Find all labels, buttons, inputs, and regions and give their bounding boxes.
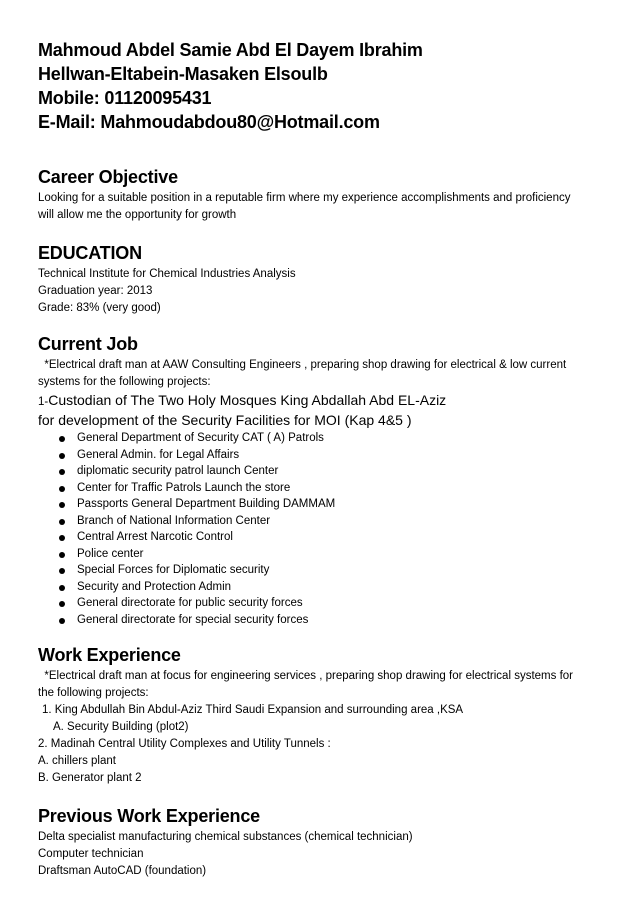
list-item xyxy=(38,496,598,513)
current-job-title: Current Job xyxy=(38,334,138,354)
address: Hellwan-Eltabein-Masaken Elsoulb xyxy=(38,64,328,84)
previous-work-line: Delta specialist manufacturing chemical substances (chemical technician) xyxy=(38,831,413,843)
list-item xyxy=(38,463,598,480)
work-line: the following projects: xyxy=(38,687,149,699)
bullet-icon xyxy=(59,585,65,591)
work-experience-section xyxy=(38,644,598,787)
current-job-description xyxy=(38,357,598,391)
contact-header xyxy=(38,38,598,134)
list-item-text: Passports General Department Building DAMMAM xyxy=(77,498,336,510)
bullet-icon xyxy=(59,502,65,508)
work-line: *Electrical draft man at focus for engineering services , preparing shop drawing for electrical systems for xyxy=(38,670,573,682)
career-line: Looking for a suitable position in a reputable firm where my experience accomplishments and proficiency xyxy=(38,192,571,204)
work-experience-details xyxy=(38,668,598,787)
current-job-project-list xyxy=(38,430,598,628)
previous-work-line: Computer technician xyxy=(38,848,144,860)
career-objective-section xyxy=(38,166,598,224)
work-project-2a: A. chillers plant xyxy=(38,755,116,767)
education-institute: Technical Institute for Chemical Industries Analysis xyxy=(38,268,296,280)
bullet-icon xyxy=(59,453,65,459)
email-address: E-Mail: Mahmoudabdou80@Hotmail.com xyxy=(38,112,380,132)
list-item xyxy=(38,546,598,563)
list-item xyxy=(38,579,598,596)
list-item xyxy=(38,529,598,546)
education-title: EDUCATION xyxy=(38,243,142,263)
career-objective-text xyxy=(38,190,598,224)
full-name: Mahmoud Abdel Samie Abd El Dayem Ibrahim xyxy=(38,40,423,60)
list-item-text: General Department of Security CAT ( A) Patrols xyxy=(77,432,324,444)
education-details xyxy=(38,266,598,317)
list-item xyxy=(38,480,598,497)
list-item xyxy=(38,562,598,579)
work-project-2: 2. Madinah Central Utility Complexes and Utility Tunnels : xyxy=(38,738,331,750)
work-project-1a: A. Security Building (plot2) xyxy=(53,721,189,733)
current-job-section xyxy=(38,333,598,628)
list-item-text: Central Arrest Narcotic Control xyxy=(77,531,233,543)
bullet-icon xyxy=(59,469,65,475)
previous-work-details xyxy=(38,829,598,880)
list-item-text: Special Forces for Diplomatic security xyxy=(77,564,270,576)
list-item xyxy=(38,612,598,629)
list-item-text: Center for Traffic Patrols Launch the store xyxy=(77,481,291,494)
work-project-2b: B. Generator plant 2 xyxy=(38,772,142,784)
list-item-text: General directorate for public security forces xyxy=(77,597,303,609)
list-item-text: General directorate for special security forces xyxy=(77,613,309,626)
list-item xyxy=(38,513,598,530)
project-subtitle: for development of the Security Facilities for MOI (Kap 4&5 ) xyxy=(38,412,412,428)
previous-work-section xyxy=(38,805,598,880)
career-objective-title: Career Objective xyxy=(38,167,178,187)
education-section xyxy=(38,242,598,317)
list-item xyxy=(38,595,598,612)
education-grade: Grade: 83% (very good) xyxy=(38,302,161,314)
list-item-text: General Admin. for Legal Affairs xyxy=(77,448,240,461)
list-item xyxy=(38,430,598,447)
project-number: 1- xyxy=(38,396,49,408)
list-item-text: Police center xyxy=(77,547,144,560)
bullet-icon xyxy=(59,552,65,558)
previous-work-title: Previous Work Experience xyxy=(38,806,260,826)
previous-work-line: Draftsman AutoCAD (foundation) xyxy=(38,865,207,877)
bullet-icon xyxy=(59,436,65,442)
resume-page xyxy=(38,38,598,880)
bullet-icon xyxy=(59,568,65,574)
education-graduation: Graduation year: 2013 xyxy=(38,285,153,297)
work-project-1: 1. King Abdullah Bin Abdul-Aziz Third Saudi Expansion and surrounding area ,KSA xyxy=(42,704,464,716)
current-job-project xyxy=(38,391,598,429)
bullet-icon xyxy=(59,535,65,541)
career-line: will allow me the opportunity for growth xyxy=(38,209,237,221)
bullet-icon xyxy=(59,601,65,607)
mobile-number: Mobile: 01120095431 xyxy=(38,88,212,108)
bullet-icon xyxy=(59,519,65,525)
project-title: Custodian of The Two Holy Mosques King Abdallah Abd EL-Aziz xyxy=(48,392,447,408)
current-job-line: *Electrical draft man at AAW Consulting Engineers , preparing shop drawing for electrical & low current xyxy=(38,359,567,371)
bullet-icon xyxy=(59,486,65,492)
list-item xyxy=(38,447,598,464)
current-job-line: systems for the following projects: xyxy=(38,376,211,388)
project-title-line xyxy=(38,391,598,411)
bullet-icon xyxy=(59,618,65,624)
list-item-text: Branch of National Information Center xyxy=(77,514,271,527)
list-item-text: diplomatic security patrol launch Center xyxy=(77,465,279,477)
work-experience-title: Work Experience xyxy=(38,645,181,665)
list-item-text: Security and Protection Admin xyxy=(77,580,232,593)
